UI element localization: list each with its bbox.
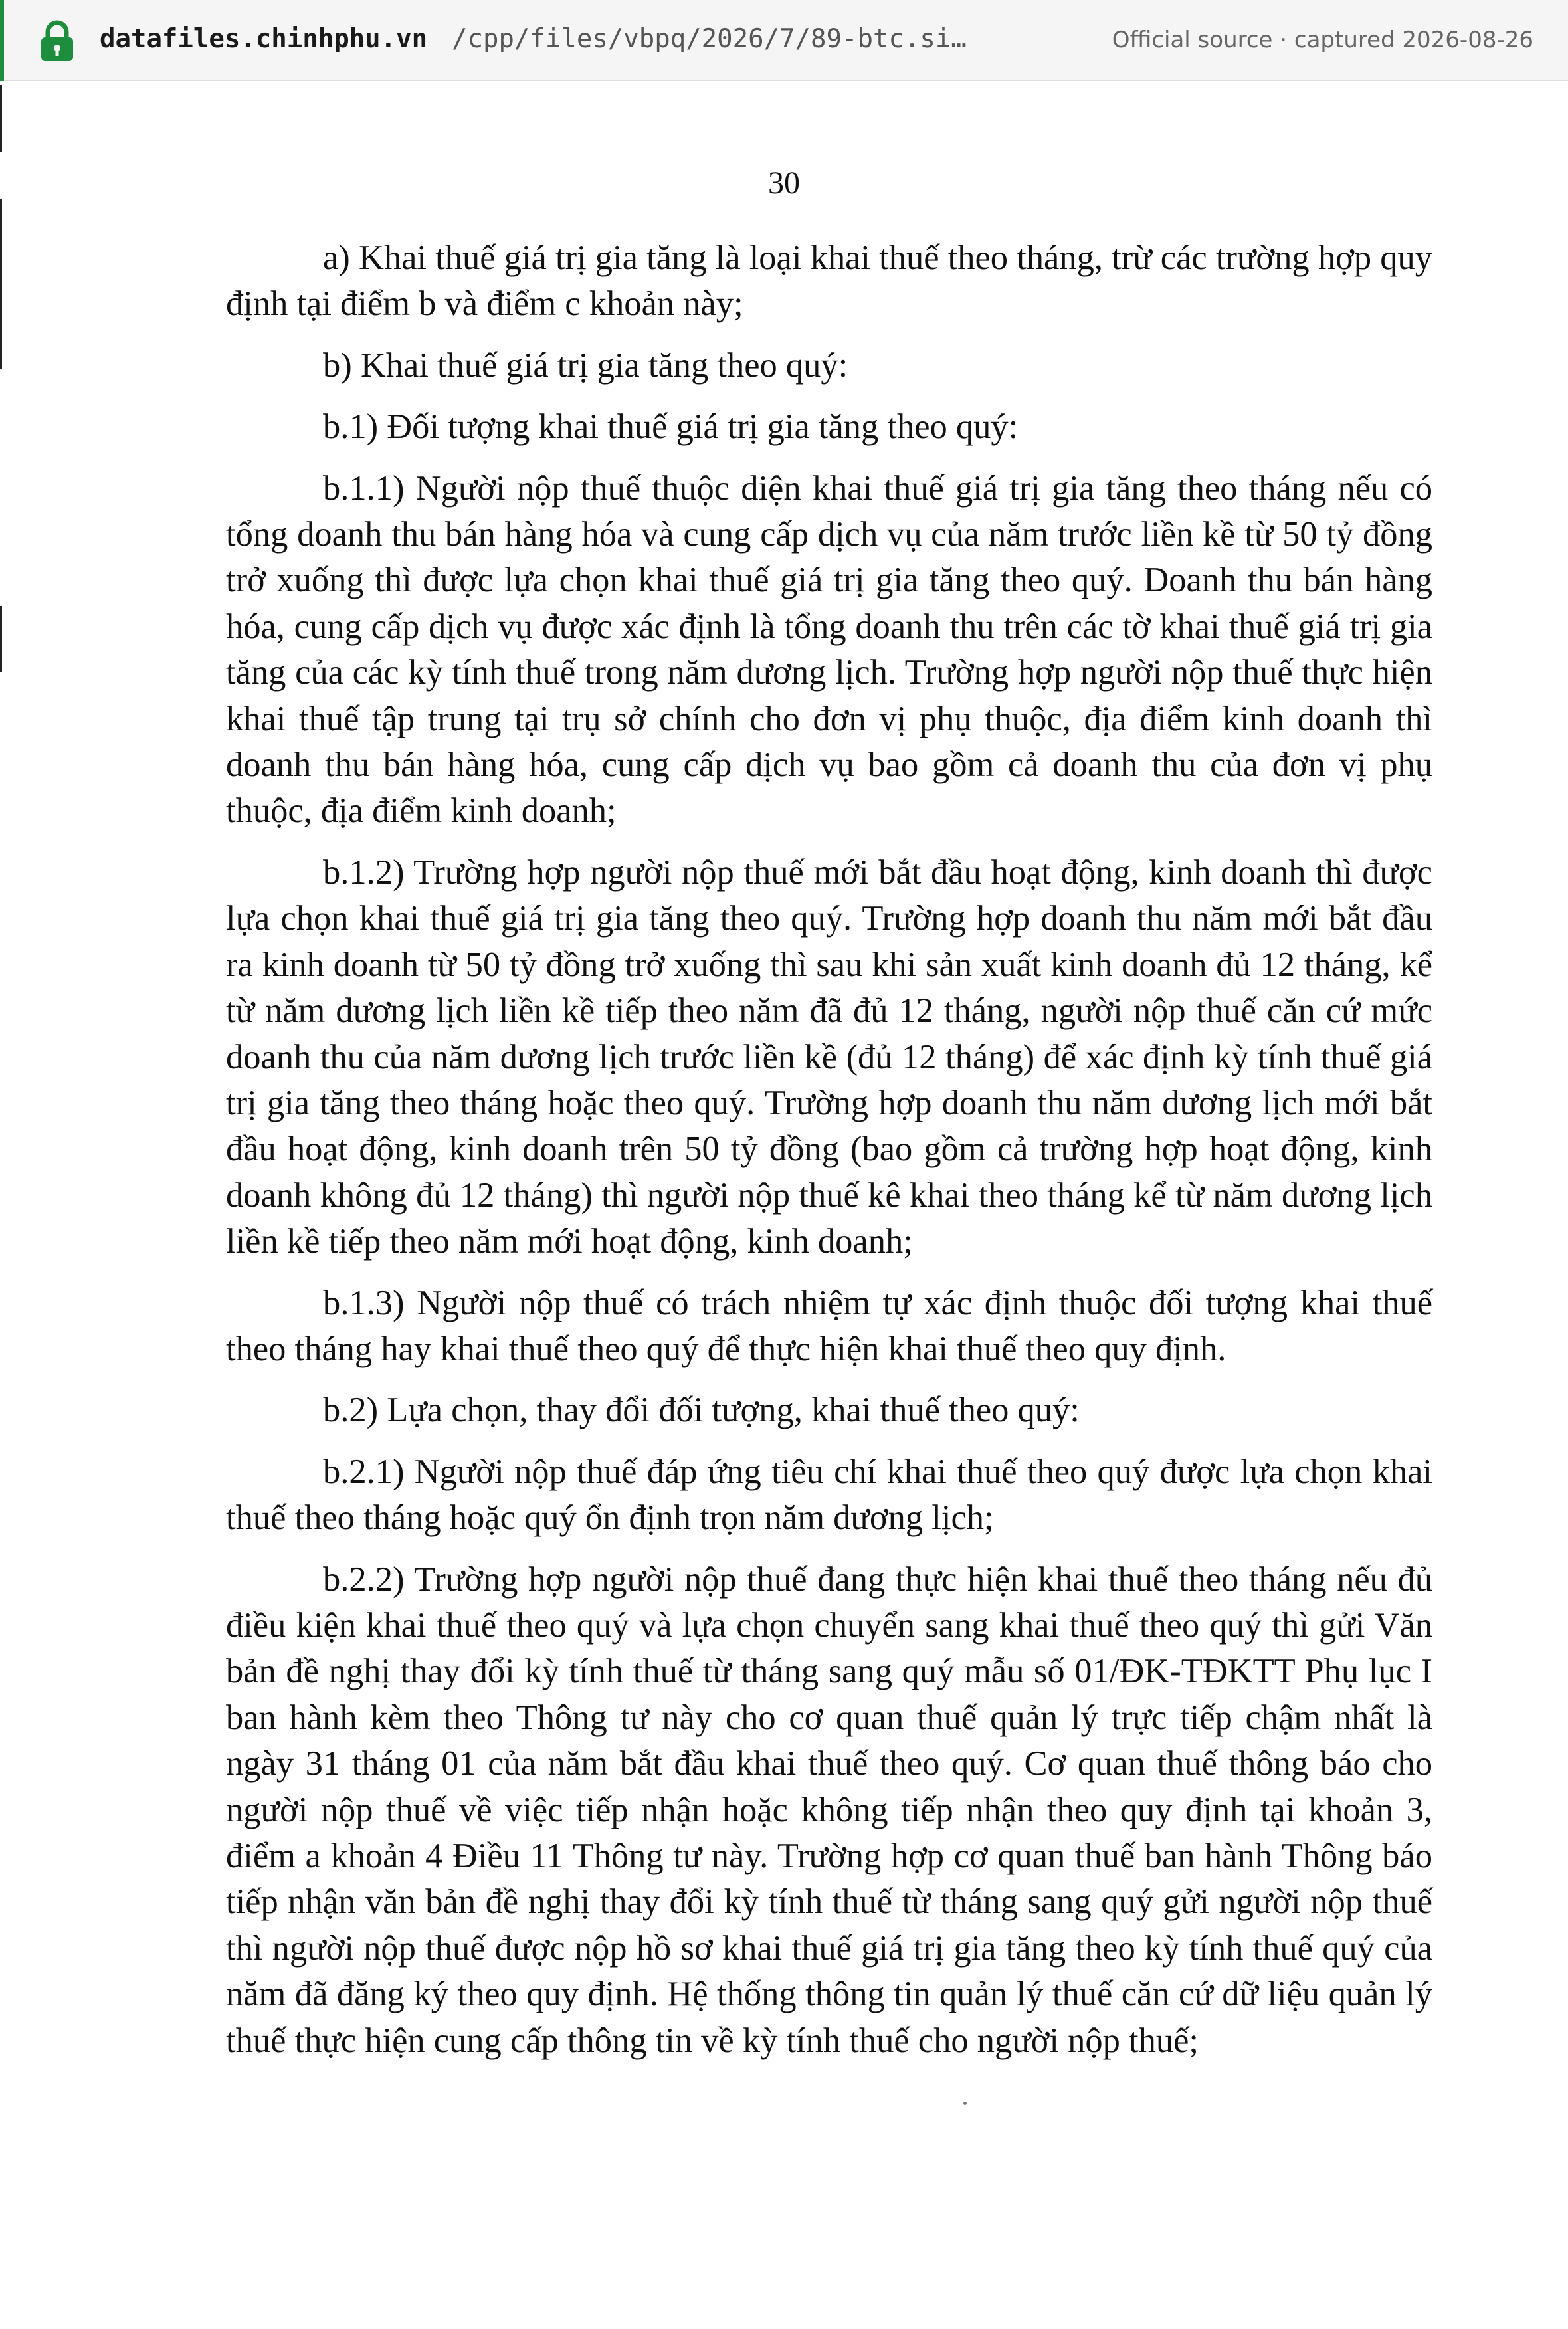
document-page — [0, 81, 1568, 2329]
document-body — [226, 235, 1432, 2079]
url-path[interactable]: /cpp/files/vbpq/2026/7/89-btc.si… — [452, 24, 967, 54]
paragraph-b1-1: b.1.1) Người nộp thuế thuộc diện khai thuế giá trị gia tăng theo tháng nếu có tổng doanh thu bán hàng hóa và cung cấp dịch vụ của năm trước liền kề từ 50 tỷ đồng trở xuống thì được lựa chọn khai thuế giá trị gia tăng theo quý. Doanh thu bán hàng hóa, cung cấp dịch vụ được xác định là tổng doanh thu trên các tờ khai thuế giá trị gia tăng của các kỳ tính thuế trong năm dương lịch. Trường hợp người nộp thuế thực hiện khai thuế tập trung tại trụ sở chính cho đơn vị phụ thuộc, địa điểm kinh doanh thì doanh thu bán hàng hóa, cung cấp dịch vụ bao gồm cả doanh thu của đơn vị phụ thuộc, địa điểm kinh doanh; — [226, 468, 1432, 831]
paragraph-b2-1: b.2.1) Người nộp thuế đáp ứng tiêu chí khai thuế theo quý được lựa chọn khai thuế theo tháng hoặc quý ổn định trọn năm dương lịch; — [226, 1452, 1432, 1538]
scan-speck — [963, 2102, 967, 2105]
paragraph-b1: b.1) Đối tượng khai thuế giá trị gia tăng theo quý: — [323, 407, 1019, 447]
paragraph-b: b) Khai thuế giá trị gia tăng theo quý: — [323, 346, 848, 385]
source-note: Official source · captured 2026-08-26 — [1112, 27, 1533, 53]
secure-accent-strip — [0, 0, 4, 81]
lock-icon[interactable] — [39, 20, 76, 62]
paragraph-b2-2: b.2.2) Trường hợp người nộp thuế đang thực hiện khai thuế theo tháng nếu đủ điều kiện khai thuế theo quý và lựa chọn chuyển sang khai thuế theo quý thì gửi Văn bản đề nghị thay đổi kỳ tính thuế từ tháng sang quý mẫu số 01/ĐK-TĐKTT Phụ lục I ban hành kèm theo Thông tư này cho cơ quan thuế quản lý trực tiếp chậm nhất là ngày 31 tháng 01 của năm bắt đầu khai thuế theo quý. Cơ quan thuế thông báo cho người nộp thuế về việc tiếp nhận hoặc không tiếp nhận theo quy định tại khoản 3, điểm a khoản 4 Điều 11 Thông tư này. Trường hợp cơ quan thuế ban hành Thông báo tiếp nhận văn bản đề nghị thay đổi kỳ tính thuế từ tháng sang quý gửi người nộp thuế thì người nộp thuế được nộp hồ sơ khai thuế giá trị gia tăng theo kỳ tính thuế quý của năm đã đăng ký theo quy định. Hệ thống thông tin quản lý thuế căn cứ dữ liệu quản lý thuế thực hiện cung cấp thông tin về kỳ tính thuế cho người nộp thuế; — [226, 1560, 1432, 2060]
paragraph-b2: b.2) Lựa chọn, thay đổi đối tượng, khai thuế theo quý: — [323, 1391, 1080, 1430]
address-bar — [0, 0, 1568, 81]
url-host[interactable]: datafiles.chinhphu.vn — [100, 24, 428, 54]
paragraph-b1-2: b.1.2) Trường hợp người nộp thuế mới bắt đầu hoạt động, kinh doanh thì được lựa chọn khai thuế giá trị gia tăng theo quý. Trường hợp doanh thu năm mới bắt đầu ra kinh doanh từ 50 tỷ đồng trở xuống thì sau khi sản xuất kinh doanh đủ 12 tháng, kể từ năm dương lịch liền kề tiếp theo năm đã đủ 12 tháng, người nộp thuế căn cứ mức doanh thu của năm dương lịch trước liền kề (đủ 12 tháng) để xác định kỳ tính thuế giá trị gia tăng theo tháng hoặc theo quý. Trường hợp doanh thu năm dương lịch mới bắt đầu hoạt động, kinh doanh trên 50 tỷ đồng (bao gồm cả trường hợp hoạt động, kinh doanh không đủ 12 tháng) thì người nộp thuế kê khai theo tháng kể từ năm dương lịch liền kề tiếp theo năm mới hoạt động, kinh doanh; — [226, 853, 1432, 1261]
paragraph-b1-3: b.1.3) Người nộp thuế có trách nhiệm tự xác định thuộc đối tượng khai thuế theo tháng hay khai thuế theo quý để thực hiện khai thuế theo quy định. — [226, 1283, 1432, 1368]
page-number: 30 — [768, 165, 800, 201]
paragraph-a: a) Khai thuế giá trị gia tăng là loại khai thuế theo tháng, trừ các trường hợp quy định tại điểm b và điểm c khoản này; — [226, 239, 1432, 324]
